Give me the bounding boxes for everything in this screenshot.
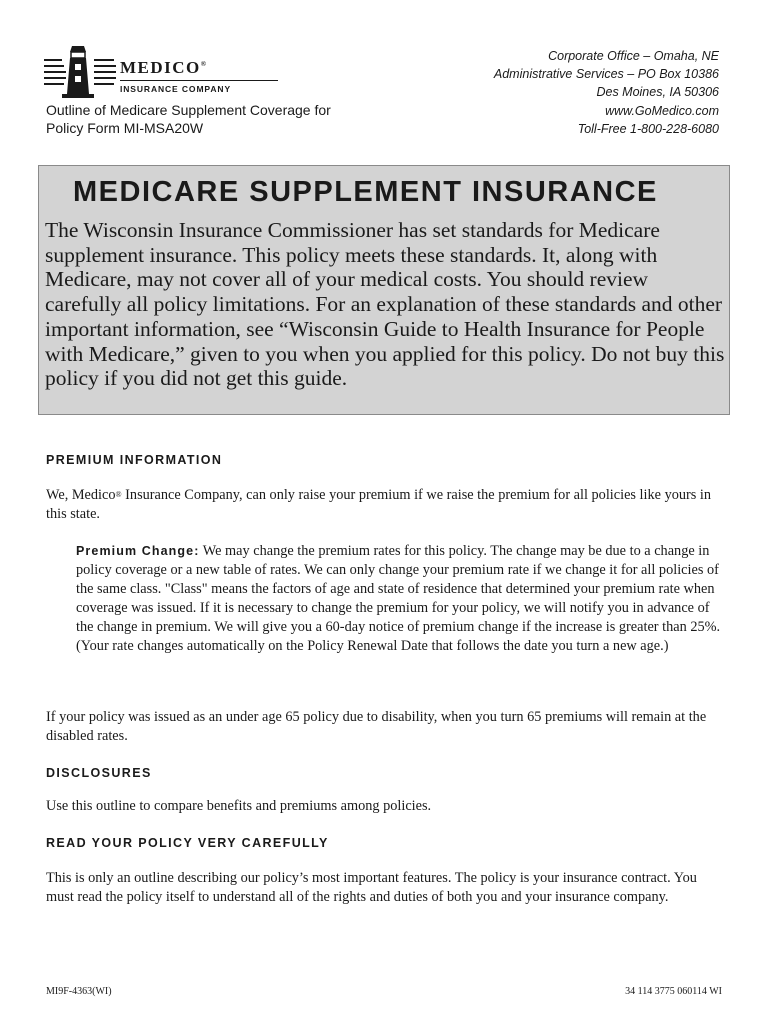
premium-information-heading: PREMIUM INFORMATION xyxy=(46,453,223,467)
website-link[interactable]: www.GoMedico.com xyxy=(605,103,719,118)
registered-mark: ® xyxy=(200,60,208,68)
outline-title-line2: Policy Form MI-MSA20W xyxy=(46,120,204,136)
logo-wordmark: MEDICO® xyxy=(120,58,208,77)
city-state-zip: Des Moines, IA 50306 xyxy=(596,85,719,100)
form-code: MI9F-4363(WI) xyxy=(46,986,112,997)
medicare-notice-box xyxy=(38,165,730,415)
administrative-services: Administrative Services – PO Box 10386 xyxy=(493,67,719,82)
logo-divider xyxy=(120,80,278,81)
premium-intro-paragraph: We, Medico® Insurance Company, can only raise your premium if we raise the premium for all policies like yours in this state. xyxy=(46,487,712,522)
disclosures-heading: DISCLOSURES xyxy=(46,766,152,780)
disability-paragraph: If your policy was issued as an under age 65 policy due to disability, when you turn 65 premiums will remain at the disabled rates. xyxy=(46,709,707,744)
logo-subtitle: INSURANCE COMPANY xyxy=(120,84,232,94)
outline-title xyxy=(46,101,331,137)
company-logo xyxy=(44,44,244,100)
toll-free-phone: Toll-Free 1-800-228-6080 xyxy=(577,121,719,136)
document-code: 34 114 3775 060114 WI xyxy=(625,986,722,997)
read-policy-heading: READ YOUR POLICY VERY CAREFULLY xyxy=(46,836,329,850)
company-contact-info xyxy=(494,47,719,138)
notice-title: MEDICARE SUPPLEMENT INSURANCE xyxy=(73,176,658,208)
read-policy-paragraph: This is only an outline describing our policy’s most important features. The policy is your insurance contract. You must read the policy itself to understand all of the rights and duties of both you and your insurance company. xyxy=(46,870,697,905)
registered-mark: ® xyxy=(115,490,122,499)
premium-change-paragraph: Premium Change: We may change the premium rates for this policy. The change may be due to a change in policy coverage or a new table of rates. We can only change your premium rate if we change it for all policies of the same class. "Class" means the factors of age and state of residence that determined your premium rate when coverage was issued. If it is necessary to change the premium for your policy, we will notify you in advance of the change in premium. We will give you a 60-day notice of premium change if the increase is greater than 25%. (Your rate changes automatically on the Policy Renewal Date that follows the date you turn a new age.) xyxy=(76,543,721,654)
disclosures-paragraph: Use this outline to compare benefits and premiums among policies. xyxy=(46,798,432,814)
notice-body: The Wisconsin Insurance Commissioner has set standards for Medicare supplement insurance. This policy meets these standards. It, along with Medicare, may not cover all of your medical costs. You should review carefully all policy limitations. For an explanation of these standards and other important information, see “Wisconsin Guide to Health Insurance for People with Medicare,” given to you when you applied for this policy. Do not buy this policy if you did not get this guide. xyxy=(45,218,725,391)
outline-title-line1: Outline of Medicare Supplement Coverage for xyxy=(46,102,331,118)
lighthouse-icon xyxy=(44,44,116,100)
corporate-office: Corporate Office – Omaha, NE xyxy=(548,49,719,63)
premium-change-label: Premium Change: xyxy=(76,544,200,558)
